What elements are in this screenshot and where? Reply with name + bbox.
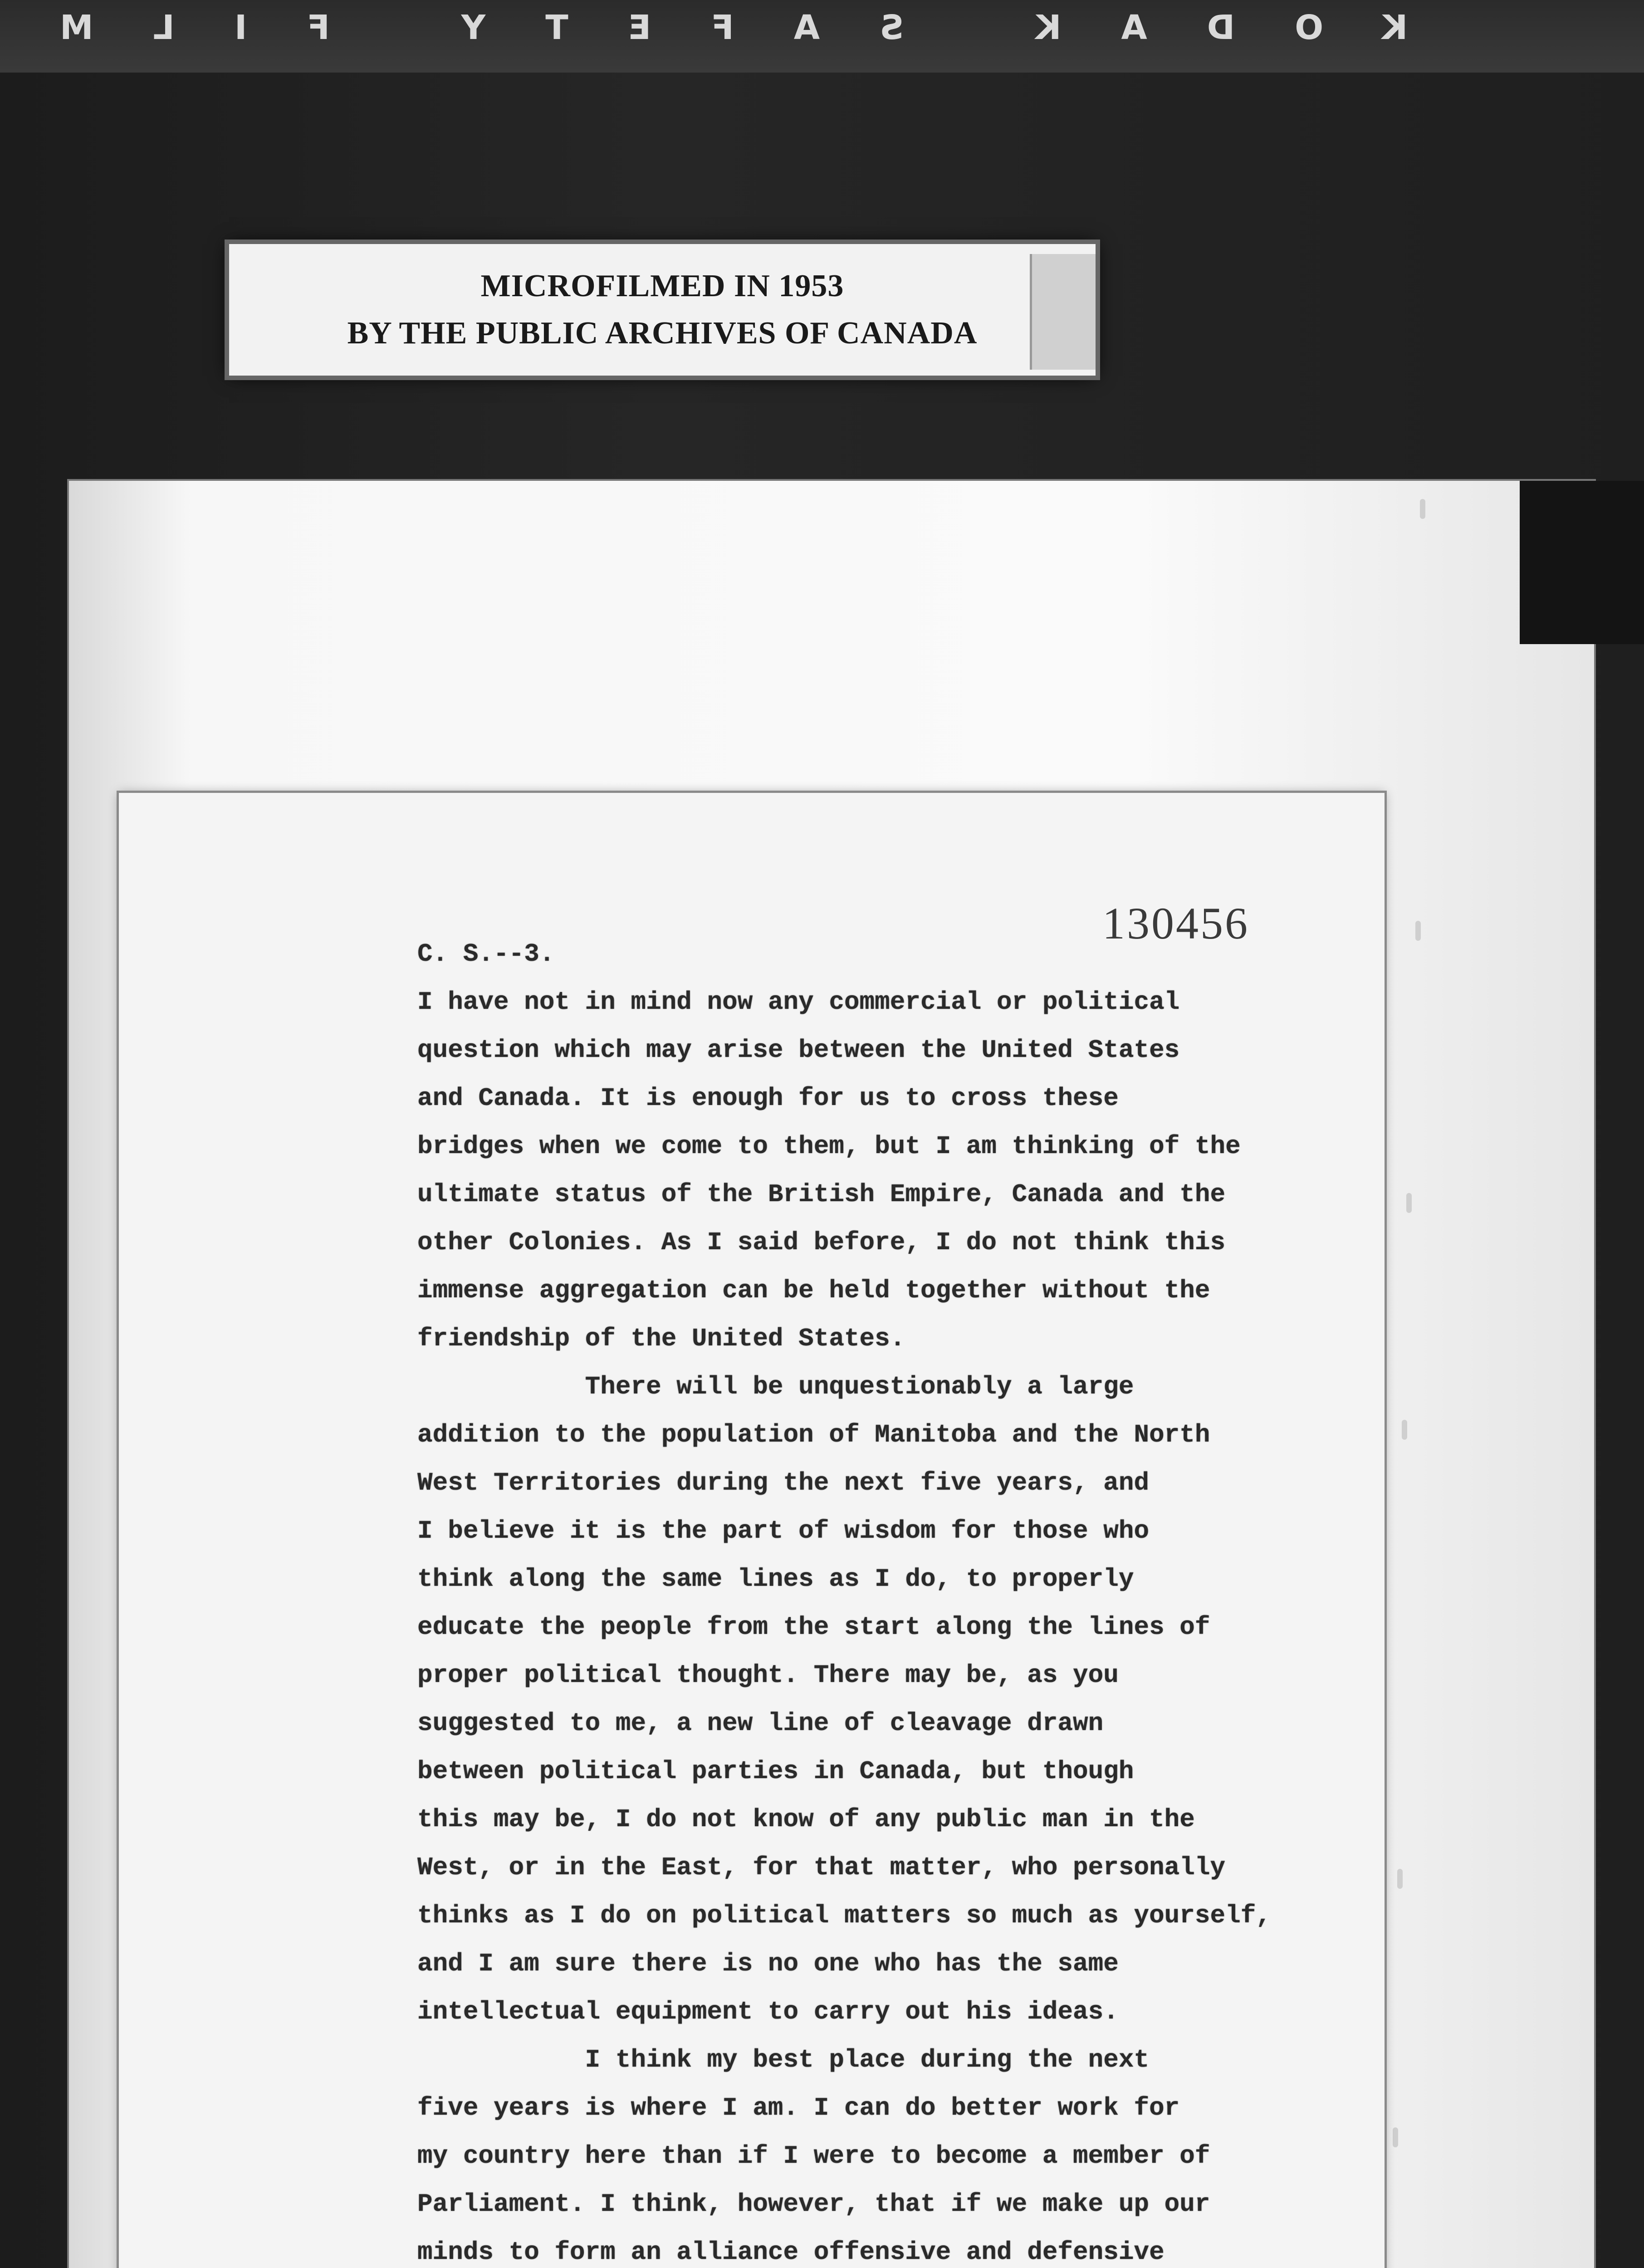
typed-line: intellectual equipment to carry out his ideas.: [417, 1997, 1119, 2026]
typed-line: between political parties in Canada, but though: [417, 1757, 1134, 1786]
label-line-1: MICROFILMED IN 1953: [480, 269, 844, 303]
edge-mark: [1415, 921, 1421, 941]
typed-line: and I am sure there is no one who has the same: [417, 1949, 1119, 1978]
typed-letter-text: [417, 930, 1415, 2268]
typed-line: I believe it is the part of wisdom for those who: [417, 1516, 1150, 1545]
label-line-2: BY THE PUBLIC ARCHIVES OF CANADA: [347, 316, 978, 351]
typed-line: other Colonies. As I said before, I do not think this: [417, 1228, 1226, 1257]
typed-line: There will be unquestionably a large: [417, 1372, 1134, 1401]
typed-line: proper political thought. There may be, as you: [417, 1661, 1119, 1690]
typed-line: immense aggregation can be held together without the: [417, 1276, 1210, 1305]
typed-line: Parliament. I think, however, that if we make up our: [417, 2190, 1210, 2219]
typed-line: and Canada. It is enough for us to cross these: [417, 1084, 1119, 1113]
typed-line: friendship of the United States.: [417, 1324, 905, 1353]
typed-line: five years is where I am. I can do better work for: [417, 2093, 1180, 2122]
typed-line: question which may arise between the United States: [417, 1036, 1180, 1065]
typed-line: C. S.--3.: [417, 939, 555, 968]
typed-line: suggested to me, a new line of cleavage drawn: [417, 1709, 1104, 1738]
typed-line: my country here than if I were to become a member of: [417, 2141, 1210, 2170]
typed-line: educate the people from the start along the lines of: [417, 1613, 1210, 1642]
typed-line: think along the same lines as I do, to properly: [417, 1564, 1134, 1593]
typed-line: addition to the population of Manitoba and the North: [417, 1420, 1210, 1449]
typed-line: this may be, I do not know of any public man in the: [417, 1805, 1195, 1834]
typed-line: I think my best place during the next: [417, 2045, 1150, 2074]
typed-line: I have not in mind now any commercial or political: [417, 987, 1180, 1017]
page-number: 130456: [1102, 898, 1249, 948]
typed-line: ultimate status of the British Empire, Canada and the: [417, 1180, 1226, 1209]
mount-corner-shadow: [1520, 481, 1644, 644]
film-edge-text: KODAK SAFETY FILM: [0, 8, 1408, 47]
typed-line: West Territories during the next five years, and: [417, 1468, 1150, 1497]
typed-line: West, or in the East, for that matter, who personally: [417, 1853, 1226, 1882]
film-edge-strip: [0, 0, 1644, 75]
typed-line: minds to form an alliance offensive and defensive: [417, 2238, 1164, 2267]
typed-line: bridges when we come to them, but I am thinking of the: [417, 1132, 1241, 1161]
microfilm-label-card: [229, 244, 1096, 376]
edge-mark: [1420, 499, 1425, 519]
label-tab-right: [1030, 254, 1096, 370]
typed-line: thinks as I do on political matters so much as yourself,: [417, 1901, 1271, 1930]
